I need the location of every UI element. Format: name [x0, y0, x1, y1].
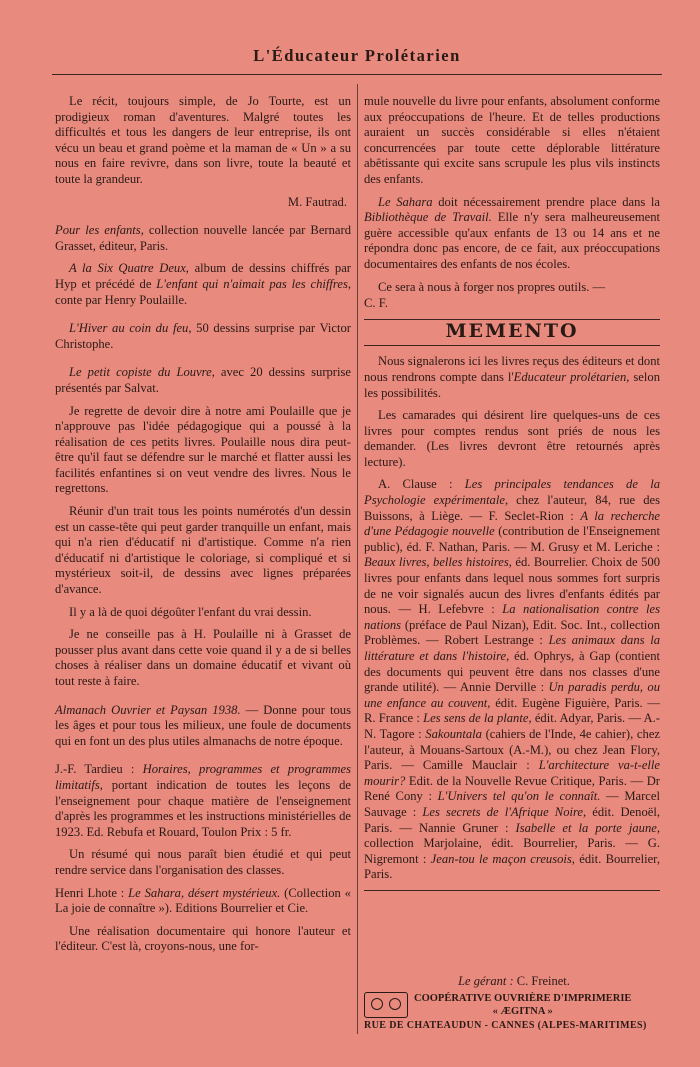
- paragraph: Il y a là de quoi dégoûter l'enfant du vrai dessin.: [69, 604, 312, 619]
- paragraph: Le petit copiste du Louvre, avec 20 dessins surprise présentés par Salvat.: [55, 365, 351, 395]
- column-divider: [357, 84, 358, 1034]
- right-column: [364, 94, 660, 899]
- paragraph: J.-F. Tardieu : Horaires, programmes et programmes limitatifs, portant indication de toutes les leçons de l'enseignement pour chaque matière de l'enseignement d'après les programmes et les instructions ministérielles de 1923. Ed. Rebufa et Rouard, Toulon Prix : 5 fr.: [55, 762, 351, 839]
- cooperative-name: COOPÉRATIVE OUVRIÈRE D'IMPRIMERIE « ÆGITNA »: [414, 993, 632, 1017]
- gerant-line: Le gérant : C. Freinet.: [458, 974, 570, 988]
- paragraph: A la Six Quatre Deux, album de dessins chiffrés par Hyp et précédé de L'enfant qui n'aimait pas les chiffres, conte par Henry Poulaille.: [55, 261, 352, 307]
- memento-title: MEMENTO: [445, 319, 579, 342]
- paragraph: Ce sera à nous à forger nos propres outils. —: [378, 279, 606, 294]
- signature: M. Fautrad.: [287, 194, 347, 209]
- cooperative-block: [364, 992, 664, 1018]
- paragraph: Pour les enfants, collection nouvelle lancée par Bernard Grasset, éditeur, Paris.: [55, 223, 351, 253]
- imprint-footer: [364, 974, 664, 1031]
- paragraph: Nous signalerons ici les livres reçus des éditeurs et dont nous rendrons compte dans l'Educateur prolétarien, selon les possibilités.: [364, 354, 660, 400]
- page-header: L'Éducateur Prolétarien: [253, 46, 461, 65]
- printer-logo-icon: [364, 992, 408, 1018]
- paragraph: mule nouvelle du livre pour enfants, absolument conforme aux préoccupations de l'heure. Et de telles productions auraient un succès considérable si elles n'étaient concurrencées par toute cette déplorable littérature abêtissante qui excite sans scrupule les plus vils instincts des enfants.: [364, 94, 660, 186]
- header-rule: [52, 74, 662, 75]
- paragraph: Je regrette de devoir dire à notre ami Poulaille que je n'approuve pas l'idée pédagogique qui a poussé à la réalisation de ces petits livres. Poulaille nous dira peut-être qu'il faut se défendre sur le marché et flatter aussi les facilités enfantines si on veut vendre des livres. Nous le regrettons.: [55, 403, 351, 496]
- left-column: [55, 94, 351, 962]
- paragraph: Le Sahara doit nécessairement prendre place dans la Bibliothèque de Travail. Elle n'y sera malheureusement guère accessible qu'aux enfants de 13 ou 14 ans et ne répondra donc pas encore, de ce fait, aux préoccupations documentaires des enfants de nos écoles.: [364, 194, 660, 271]
- paragraph: Une réalisation documentaire qui honore l'auteur et l'éditeur. C'est là, croyons-nous, une for-: [55, 923, 351, 954]
- paragraph: L'Hiver au coin du feu, 50 dessins surprise par Victor Christophe.: [55, 321, 351, 351]
- signature: C. F.: [364, 296, 388, 311]
- paragraph: Les camarades qui désirent lire quelques-uns de ces livres pour comptes rendus sont priés de nous les demander. (Les livres devront être retournés après lecture).: [364, 408, 660, 469]
- book-list: A. Clause : Les principales tendances de la Psychologie expérimentale, chez l'auteur, 84, rue des Buissons, à Liège. — F. Seclet-Rion : A la recherche d'une Pédagogie nouvelle (contribution de l'Enseignement public), éd. F. Nathan, Paris. — M. Grusy et M. Leriche : Beaux livres, belles histoires, éd. Bourrelier. Choix de 500 livres pour enfants dans lequel nous sommes fort surpris de ne voir signalés aucun des livres d'enfants édités par nous. — H. Lefebvre : La nationalisation contre les nations (préface de Paul Nizan), Edit. Soc. Int., collection Problèmes. — Robert Lestrange : Les animaux dans la littérature et dans l'histoire, éd. Ophrys, à Gap (contient des documents qui peuvent être dans nos classes d'une grande utilité). — Annie Derville : Un paradis perdu, ou une enfance au couvent, édit. Eugène Figuière, Paris. — R. France : Les sens de la plante, édit. Adyar, Paris. — A.-N. Tagore : Sakountala (cahiers de l'Inde, 4e cahier), chez l'auteur, à Mouans-Sartoux (A.-M.), ou chez Jean Flory, Paris. — Camille Mauclair : L'architecture va-t-elle mourir? Edit. de la Nouvelle Revue Critique, Paris. — Dr René Cony : L'Univers tel qu'on le connaît. — Marcel Sauvage : Les secrets de l'Afrique Noire, édit. Denoël, Paris. — Nannie Gruner : Isabelle et la porte jaune, collection Marjolaine, édit. Bourrelier, Paris. — G. Nigremont : Jean-tou le maçon creusois, édit. Bourrelier, Paris.: [364, 477, 661, 882]
- paragraph: Je ne conseille pas à H. Poulaille ni à Grasset de pousser plus avant dans cette voie quand il y a de si belles choses à réaliser dans un domaine éducatif et vivant où tout reste à faire.: [55, 627, 351, 688]
- paragraph: Le récit, toujours simple, de Jo Tourte, est un prodigieux roman d'aventures. Malgré toutes les difficultés et tous les dangers de leur entreprise, ils ont vécu un beau et grand poème et la maman de « Un » a su nous en faire revivre, dans son livre, toute la beauté et toute la grandeur.: [55, 94, 351, 186]
- memento-rule-bottom: [364, 345, 660, 346]
- paragraph: Un résumé qui nous paraît bien étudié et qui peut rendre service dans l'organisation des classes.: [55, 847, 351, 877]
- printer-address: RUE DE CHATEAUDUN - CANNES (ALPES-MARITIMES): [364, 1020, 647, 1031]
- paragraph: Henri Lhote : Le Sahara, désert mystérieux. (Collection « La joie de connaître »). Editions Bourrelier et Cie.: [55, 885, 351, 916]
- memento-end-rule: [364, 890, 660, 891]
- paragraph: Almanach Ouvrier et Paysan 1938. — Donne pour tous les âges et pour tous les milieux, une foule de documents qui en font un des plus utiles almanachs de notre époque.: [55, 702, 351, 748]
- paragraph: Réunir d'un trait tous les points numérotés d'un dessin est un casse-tête qui peut garder tranquille un enfant, mais qui n'a rien d'éducatif ni d'artistique. Comme n'a rien d'éducatif ni d'artistique le coloriage, si compliqué et si mystérieux soit-il, de dessins avec lignes préparées d'avance.: [55, 504, 351, 597]
